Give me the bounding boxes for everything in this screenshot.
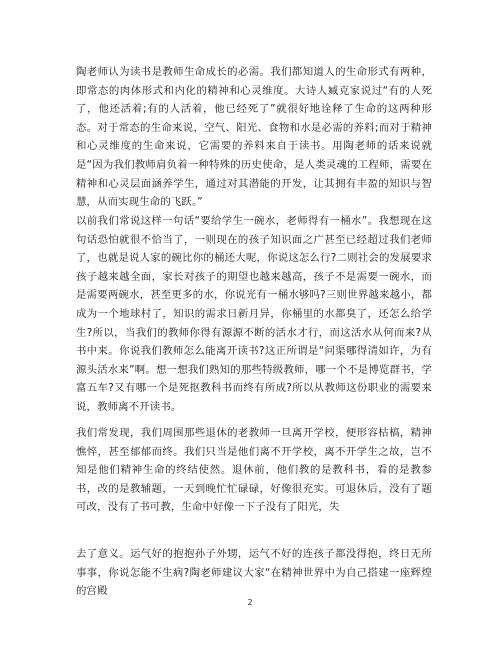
paragraph-4: 去了意义。运气好的抱抱孙子外甥，运气不好的连孩子都没得抱，终日无所事事，你说怎能不生病?陶老师建议大家“在精神世界中为自己搭建一座辉煌的宫殿: [76, 548, 432, 598]
page-number: 2: [247, 598, 253, 607]
paragraph-2: 以前我们常说这样一句话“要给学生一碗水，老师得有一桶水”。我想现在这句话恐怕就很不恰当了，一则现在的孩子知识面之广甚至已经超过我们老师了，也就是说人家的碗比你的桶还大呢，你说这怎么行?二则社会的发展要求孩子越来越全面，家长对孩子的期望也越来越高，孩子不是需要一碗水，而是需要两碗水，甚至更多的水，你说光有一桶水够吗?三则世界越来越小，都成为一个地球村了，知识的需求日新月异，你桶里的水都臭了，还怎么给学生?所以，当我们的教师你得有源源不断的活水才行，而这活水从何而来?从书中来。你说我们教师怎么能离开读书?这正所谓是“问渠哪得清如许，为有源头活水来”啊。想一想我们熟知的那些特级教师，哪一个不是博览群书，学富五车?又有哪一个是死抠教科书而终有所成?所以从教师这份职业的需要来说，教师离不开读书。: [76, 215, 432, 413]
paragraph-1: 陶老师认为读书是教师生命成长的必需。我们都知道人的生命形式有两种，即常态的肉体形式和内化的精神和心灵维度。大诗人臧克家说过“有的人死了，他还活着;有的人活着，他已经死了”就很好地诠释了生命的这两种形态。对于常态的生命来说，空气、阳光、食物和水是必需的养料;而对于精神和心灵维度的生命来说，它需要的养料来自于读书。用陶老师的话来说就是“因为我们教师肩负着一种特殊的历史使命，是人类灵魂的工程师，需要在精神和心灵层面涵养学生，通过对其潜能的开发，让其拥有丰盈的知识与智慧，从而实现生命的飞跃。”: [76, 66, 432, 209]
paragraph-3: 我们常发现，我们周围那些退休的老教师一旦离开学校，便形容枯槁，精神憔悴，甚至郁郁而终。我们只当是他们离不开学校，离不开学生之故，岂不知是他们精神生命的终结使然。退休前，他们教的是教科书，看的是教参书，改的是教辅题，一天到晚忙忙碌碌，好像很充实。可退休后，没有了题可改，没有了书可教，生命中好像一下子没有了阳光，失: [76, 427, 432, 514]
